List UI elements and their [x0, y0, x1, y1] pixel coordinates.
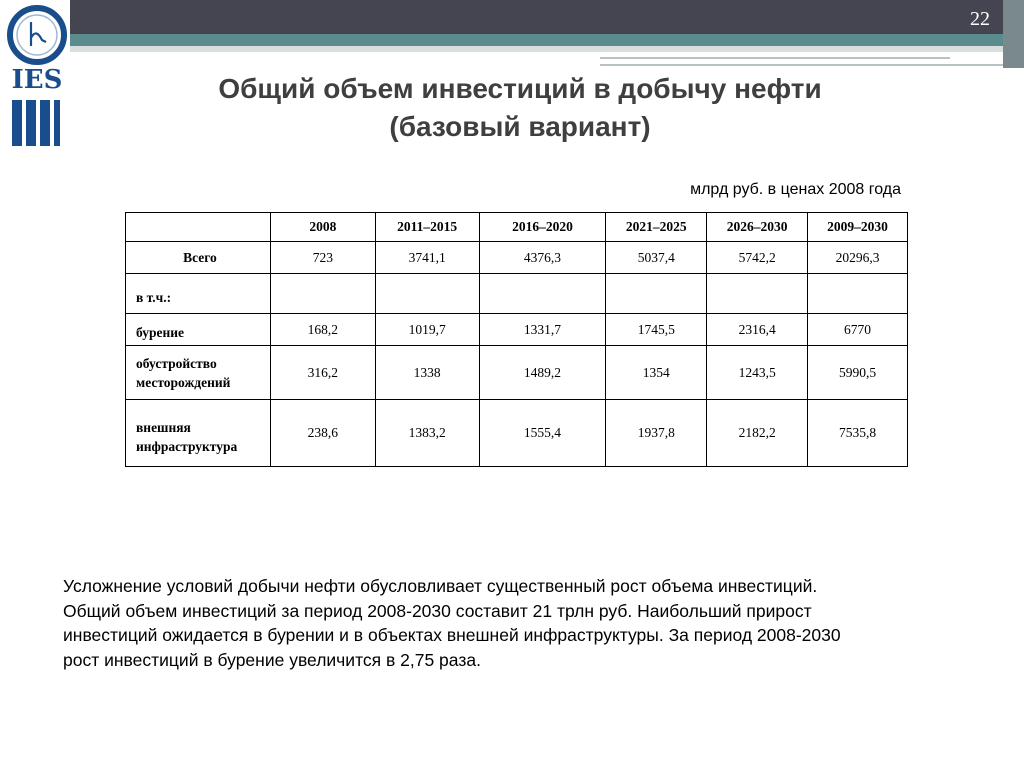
column-header: 2021–2025 — [606, 213, 707, 242]
table-cell: 1937,8 — [606, 400, 707, 467]
table-cell: 2182,2 — [707, 400, 808, 467]
header-rule-1 — [600, 57, 950, 59]
table-cell — [270, 274, 375, 314]
header-band-light — [70, 46, 1024, 52]
table-cell: 7535,8 — [808, 400, 908, 467]
row-label: внешняя инфраструктура — [126, 400, 271, 467]
row-label: в т.ч.: — [126, 274, 271, 314]
table-cell: 1489,2 — [479, 346, 606, 400]
header-band-teal — [70, 34, 1024, 46]
table-row — [126, 400, 908, 467]
table-cell: 1019,7 — [375, 314, 479, 346]
table-cell — [479, 274, 606, 314]
body-paragraph — [63, 574, 963, 672]
body-line: Общий объем инвестиций за период 2008-2030 составит 21 трлн руб. Наибольший прирост — [63, 600, 812, 621]
table-cell — [808, 274, 908, 314]
table-cell: 4376,3 — [479, 242, 606, 274]
column-header — [126, 213, 271, 242]
table-cell: 20296,3 — [808, 242, 908, 274]
ies-logo — [4, 4, 70, 148]
table-row — [126, 242, 908, 274]
units-caption: млрд руб. в ценах 2008 года — [690, 181, 901, 198]
header-band-dark — [70, 0, 1024, 34]
table-cell: 1354 — [606, 346, 707, 400]
row-label: Всего — [126, 242, 271, 274]
column-header: 2008 — [270, 213, 375, 242]
table-cell: 5990,5 — [808, 346, 908, 400]
table-row — [126, 314, 908, 346]
table-cell: 1243,5 — [707, 346, 808, 400]
table-cell: 316,2 — [270, 346, 375, 400]
body-line: Усложнение условий добычи нефти обусловливает существенный рост объема инвестиций. — [63, 576, 818, 596]
column-header: 2016–2020 — [479, 213, 606, 242]
table-row — [126, 346, 908, 400]
row-label: обустройство месторождений — [126, 346, 271, 400]
logo-lettering: IES — [11, 65, 63, 95]
table-cell: 1331,7 — [479, 314, 606, 346]
page-title — [100, 70, 940, 146]
table-cell: 5037,4 — [606, 242, 707, 274]
page-corner-fold — [1003, 0, 1024, 68]
body-line: инвестиций ожидается в бурении и в объектах внешней инфраструктуры. За период 2008-2030 — [63, 625, 841, 645]
column-header: 2011–2015 — [375, 213, 479, 242]
row-label: бурение — [126, 314, 271, 346]
table-cell: 238,6 — [270, 400, 375, 467]
table-cell: 2316,4 — [707, 314, 808, 346]
title-line-2: (базовый вариант) — [389, 111, 651, 142]
table-cell: 1745,5 — [606, 314, 707, 346]
investment-table — [125, 212, 908, 467]
header-rule-2 — [600, 64, 1024, 66]
body-line: рост инвестиций в бурение увеличится в 2,75 раза. — [63, 649, 481, 670]
table-cell — [606, 274, 707, 314]
table-header-row — [126, 213, 908, 242]
table-cell: 1338 — [375, 346, 479, 400]
table-cell — [707, 274, 808, 314]
column-header: 2009–2030 — [808, 213, 908, 242]
table-cell: 1383,2 — [375, 400, 479, 467]
slide-number: 22 — [970, 8, 990, 30]
table-cell: 1555,4 — [479, 400, 606, 467]
table-cell: 5742,2 — [707, 242, 808, 274]
table-cell — [375, 274, 479, 314]
table-cell: 168,2 — [270, 314, 375, 346]
table-row — [126, 274, 908, 314]
table-cell: 3741,1 — [375, 242, 479, 274]
column-header: 2026–2030 — [707, 213, 808, 242]
title-line-1: Общий объем инвестиций в добычу нефти — [218, 73, 822, 104]
table-cell: 6770 — [808, 314, 908, 346]
table-cell: 723 — [270, 242, 375, 274]
